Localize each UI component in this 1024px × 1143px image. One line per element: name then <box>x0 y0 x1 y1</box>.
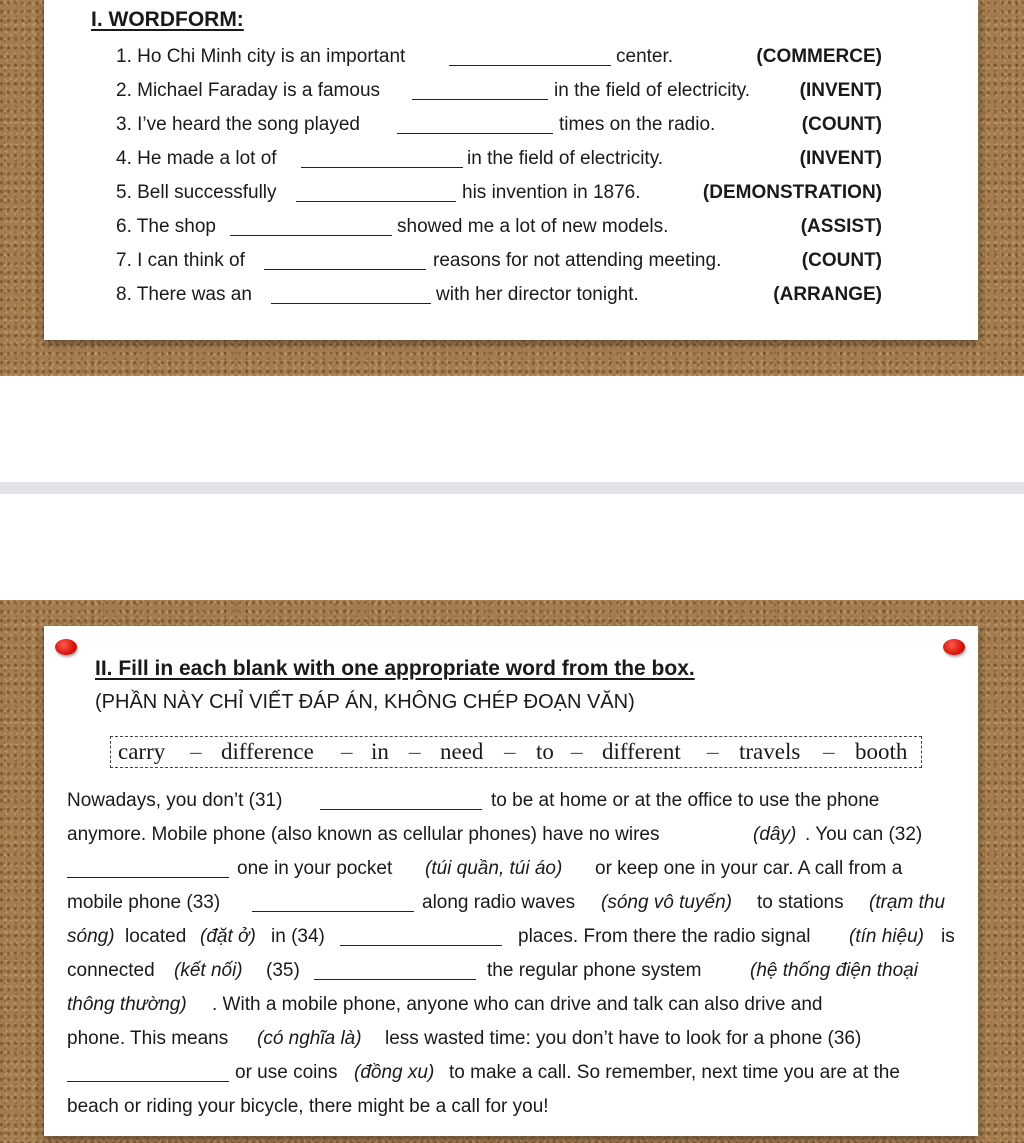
passage-text: the regular phone system <box>487 960 702 981</box>
word-hint: (COUNT) <box>801 114 882 135</box>
passage-text: . With a mobile phone, anyone who can drive and talk can also drive and <box>212 994 823 1015</box>
question-text: 1. Ho Chi Minh city is an important <box>116 46 406 67</box>
question-continuation: in the field of electricity. <box>467 148 664 169</box>
word-separator: – <box>707 739 719 764</box>
word-separator: – <box>504 739 516 764</box>
passage-gloss: (túi quần, túi áo) <box>425 858 563 879</box>
passage-line <box>67 818 956 852</box>
question-7 <box>116 244 882 278</box>
passage-line <box>67 784 956 818</box>
question-4 <box>116 142 882 176</box>
passage-text: is <box>941 926 955 947</box>
word-separator: – <box>341 739 353 764</box>
passage-text: or keep one in your car. A call from a <box>595 858 903 879</box>
passage-text: Nowadays, you don’t (31) <box>67 790 283 811</box>
passage-text: or use coins <box>235 1062 338 1083</box>
passage-line <box>67 852 956 886</box>
passage-gloss: (sóng vô tuyến) <box>601 892 732 913</box>
word-option: need <box>440 739 484 764</box>
passage-gloss: (kết nối) <box>174 960 243 981</box>
answer-blank-35[interactable] <box>314 954 476 980</box>
passage-text: in (34) <box>271 926 325 947</box>
answer-blank-33[interactable] <box>252 886 414 912</box>
answer-blank[interactable] <box>296 176 456 202</box>
answer-blank-36[interactable] <box>67 1056 229 1082</box>
passage-line <box>67 886 956 920</box>
word-separator: – <box>190 739 202 764</box>
word-hint: (ARRANGE) <box>773 284 882 305</box>
blank-area-1 <box>0 376 1024 482</box>
passage-gloss: (có nghĩa là) <box>257 1028 362 1049</box>
section2-heading: II. Fill in each blank with one appropriate word from the box. <box>95 657 695 680</box>
section2-note: (PHẦN NÀY CHỈ VIẾT ĐÁP ÁN, KHÔNG CHÉP ĐOẠN VĂN) <box>95 691 635 713</box>
passage-text: one in your pocket <box>237 858 393 879</box>
question-continuation: in the field of electricity. <box>554 80 751 101</box>
word-box <box>110 736 922 768</box>
word-option: to <box>536 739 554 764</box>
passage-gloss: (tín hiệu) <box>849 926 924 947</box>
passage-gloss: (đặt ở) <box>200 926 256 947</box>
answer-blank[interactable] <box>412 74 548 100</box>
answer-blank[interactable] <box>449 40 611 66</box>
passage-line <box>67 1056 956 1090</box>
question-text: 5. Bell successfully <box>116 182 277 203</box>
passage-gloss: (trạm thu <box>869 892 946 913</box>
passage-gloss: (đồng xu) <box>354 1062 435 1083</box>
word-hint: (INVENT) <box>799 148 882 169</box>
pushpin-icon <box>943 639 965 655</box>
question-text: 7. I can think of <box>116 250 245 271</box>
question-1 <box>116 40 882 74</box>
word-option: difference <box>221 739 314 764</box>
question-text: 6. The shop <box>116 216 217 237</box>
question-3 <box>116 108 882 142</box>
word-option: carry <box>118 739 166 764</box>
word-option: booth <box>855 739 908 764</box>
word-option: travels <box>739 739 801 764</box>
word-hint: (ASSIST) <box>800 216 882 237</box>
passage-gloss: thông thường) <box>67 994 187 1015</box>
word-separator: – <box>823 739 835 764</box>
pushpin-icon <box>55 639 77 655</box>
answer-blank-34[interactable] <box>340 920 502 946</box>
answer-blank[interactable] <box>271 278 431 304</box>
question-continuation: showed me a lot of new models. <box>397 216 669 237</box>
word-hint: (COMMERCE) <box>756 46 882 67</box>
blank-area-2 <box>0 494 1024 600</box>
word-option: in <box>371 739 389 764</box>
word-separator: – <box>571 739 583 764</box>
word-separator: – <box>409 739 421 764</box>
passage-text: to make a call. So remember, next time you are at the <box>449 1062 900 1083</box>
passage-line <box>67 1090 956 1124</box>
passage-text: along radio waves <box>422 892 576 913</box>
passage-text: to stations <box>757 892 844 913</box>
question-continuation: his invention in 1876. <box>462 182 641 203</box>
answer-blank[interactable] <box>264 244 426 270</box>
question-text: 8. There was an <box>116 284 252 305</box>
passage-gloss: sóng) <box>67 926 115 947</box>
passage-line <box>67 988 956 1022</box>
question-continuation: center. <box>616 46 674 67</box>
passage-text: phone. This means <box>67 1028 229 1049</box>
answer-blank-32[interactable] <box>67 852 229 878</box>
answer-blank-31[interactable] <box>320 784 482 810</box>
passage-line <box>67 920 956 954</box>
word-hint: (COUNT) <box>801 250 882 271</box>
page-divider <box>0 482 1024 494</box>
answer-blank[interactable] <box>301 142 463 168</box>
question-continuation: reasons for not attending meeting. <box>433 250 722 271</box>
question-8 <box>116 278 882 312</box>
answer-blank[interactable] <box>230 210 392 236</box>
passage-text: located <box>125 926 187 947</box>
passage-gloss: (dây) <box>753 824 797 845</box>
word-option: different <box>602 739 681 764</box>
section1-heading: I. WORDFORM: <box>91 8 244 31</box>
passage-gloss: (hệ thống điện thoại <box>750 960 918 981</box>
passage-text: mobile phone (33) <box>67 892 221 913</box>
passage-text: connected <box>67 960 155 981</box>
passage-text: (35) <box>266 960 300 981</box>
question-text: 2. Michael Faraday is a famous <box>116 80 381 101</box>
passage-text: . You can (32) <box>805 824 923 845</box>
answer-blank[interactable] <box>397 108 553 134</box>
word-hint: (INVENT) <box>799 80 882 101</box>
passage-text: places. From there the radio signal <box>518 926 811 947</box>
passage-text: anymore. Mobile phone (also known as cellular phones) have no wires <box>67 824 660 845</box>
question-text: 3. I’ve heard the song played <box>116 114 361 135</box>
passage-line <box>67 954 956 988</box>
passage-line <box>67 1022 956 1056</box>
passage-text: beach or riding your bicycle, there might be a call for you! <box>67 1096 549 1117</box>
passage-text: to be at home or at the office to use the phone <box>491 790 880 811</box>
question-5 <box>116 176 882 210</box>
word-hint: (DEMONSTRATION) <box>702 182 882 203</box>
question-text: 4. He made a lot of <box>116 148 277 169</box>
question-6 <box>116 210 882 244</box>
passage-text: less wasted time: you don’t have to look for a phone (36) <box>385 1028 862 1049</box>
question-continuation: with her director tonight. <box>436 284 639 305</box>
question-2 <box>116 74 882 108</box>
question-continuation: times on the radio. <box>559 114 716 135</box>
